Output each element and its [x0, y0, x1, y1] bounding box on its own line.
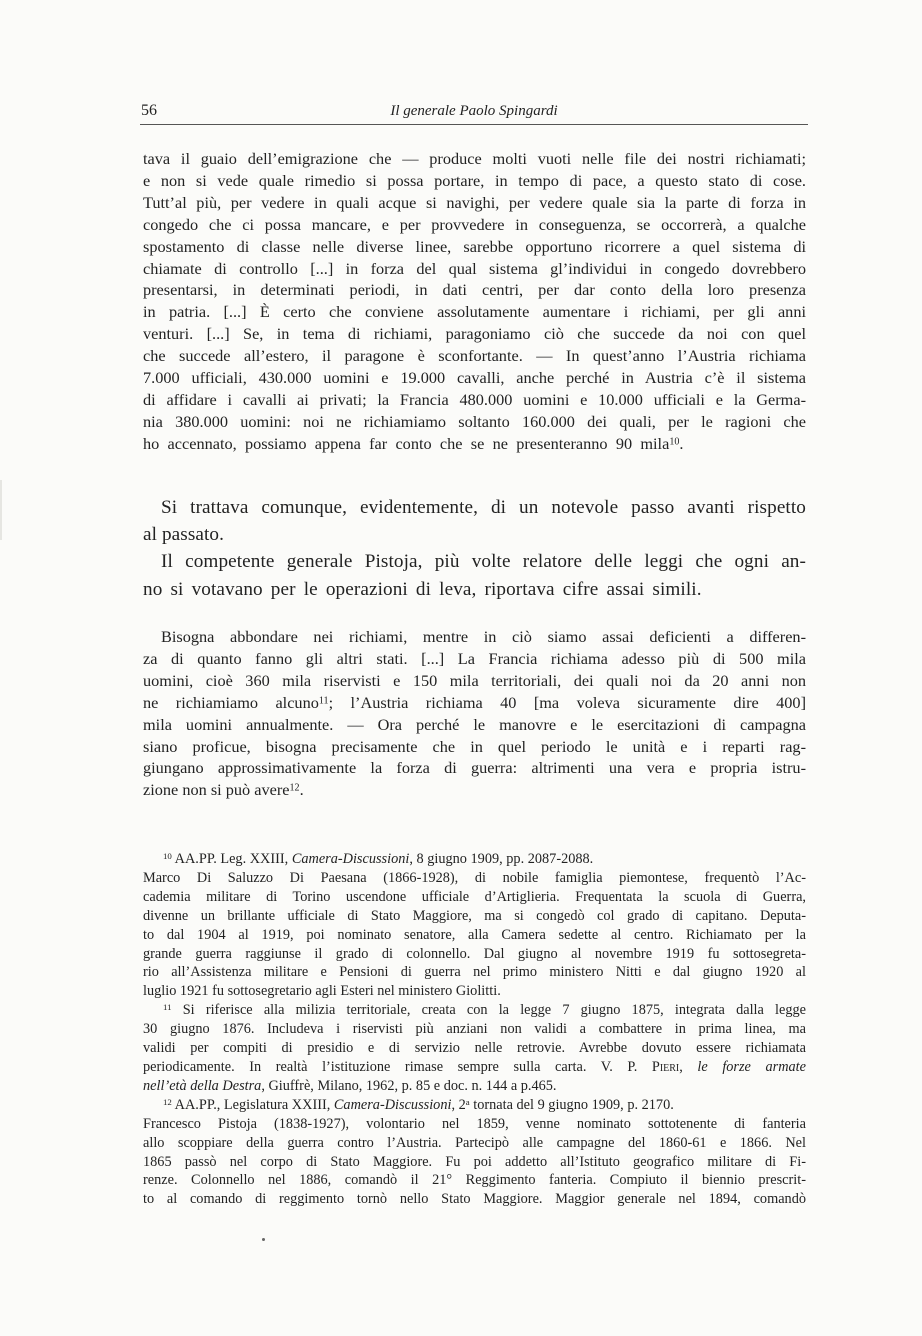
body-line: Si trattava comunque, evidentemente, di un notevole passo avanti rispetto — [161, 497, 806, 518]
quote-line: presentarsi, in determinati periodi, in dati centri, per dar conto della loro presenza — [143, 280, 806, 300]
ordinal-sup: a — [465, 1096, 470, 1107]
footnote-ref-10: 10 — [669, 436, 680, 448]
body-line: Il competente generale Pistoja, più volte relatore delle leggi che ogni an- — [161, 551, 806, 573]
quote-line — [143, 692, 806, 714]
footnote-italic: le forze armate — [697, 1058, 806, 1075]
footnote-10-head — [143, 850, 806, 869]
footnote-text: Si riferisce alla milizia territoriale, creata con la legge 7 giugno 1875, integrata dalla legge — [182, 1002, 806, 1019]
footnote-text: , 2 — [451, 1096, 466, 1113]
quote-line: che succede all’estero, il paragone è sconfortante. — In quest’anno l’Austria richiama — [143, 346, 806, 366]
body-line: no si votavano per le operazioni di leva, riportava cifre assai simili. — [143, 578, 702, 600]
footnote-line: to dal 1904 al 1919, poi nominato senatore, alla Camera sedette al centro. Richiamato per la — [143, 926, 806, 943]
degree-sign: ° — [446, 1172, 453, 1189]
quote-line: siano proficue, bisogna precisamente che in quel periodo le unità e i reparti rag- — [143, 736, 806, 756]
footnote-text: AA.PP. Leg. XXIII, — [174, 851, 292, 867]
footnote-number: 12 — [163, 1096, 172, 1107]
quote-block-1 — [143, 148, 806, 455]
footnote-11-head — [143, 1001, 806, 1020]
footnote-text: AA.PP., Legislatura XXIII, — [174, 1096, 334, 1113]
quote-line: spostamento di classe nelle diverse linee, sarebbe opportuno ricorrere a quel sistema di — [143, 236, 806, 256]
footnote-line: divenne un brillante ufficiale di Stato Maggiore, ma si congedò col grado di capitano. Deputa- — [143, 907, 806, 924]
footnote-12-head — [143, 1096, 806, 1115]
quote-line: chiamate di controllo [...] in forza del qual sistema gl’individui in congedo dovrebbero — [143, 258, 806, 278]
scan-margin-shadow — [0, 480, 2, 540]
footnote-text: Reggimento fanteria. Compiuto il biennio prescrit- — [452, 1172, 806, 1189]
quote-line: Bisogna abbondare nei richiami, mentre in ciò siamo assai deficienti a differen- — [161, 627, 806, 646]
quote-line: giungano approssimativamente la forza di guerra: altrimenti una vera e propria istru- — [143, 758, 806, 778]
footnote-italic: nell’età della Destra — [143, 1077, 262, 1094]
quote-last-line — [143, 779, 806, 801]
quote-line: venturi. [...] Se, in tema di richiami, paragoniamo ciò che succede da noi con quel — [143, 324, 806, 344]
footnote-text: tornata del 9 giugno 1909, p. 2170. — [469, 1096, 674, 1113]
footnote-line: rio all’Assistenza militare e Pensioni di guerra nel primo ministero Nitti e dal giugno 1920 al — [143, 964, 806, 981]
quote-text: ne richiamiamo alcuno — [143, 692, 319, 712]
quote-line: za di quanto fanno gli altri stati. [...] La Francia richiama adesso più di 500 mila — [143, 648, 806, 668]
quote-text: . — [679, 433, 684, 453]
quote-text: . — [299, 780, 304, 800]
footnote-line: Francesco Pistoja (1838-1927), volontario nel 1859, venne nominato sottotenente di fanteria — [143, 1115, 806, 1132]
scan-speck — [262, 1238, 265, 1241]
footnote-line: validi per compiti di presidio e di servizio nelle retrovie. Avrebbe dovuto essere richiamata — [143, 1040, 806, 1057]
quote-line: in patria. [...] È certo che conviene assolutamente aumentare i richiami, per gli anni — [143, 302, 806, 322]
footnote-number: 10 — [163, 851, 172, 862]
quote-line: Tutt’al più, per vedere in quali acque si navighi, per vedere quale sia la parte di forza in — [143, 192, 806, 212]
footnote-text: , Giuffrè, Milano, 1962, p. 85 e doc. n. 144 a p.465. — [261, 1077, 557, 1094]
page-number: 56 — [141, 102, 157, 119]
quote-line: congedo che ci possa mancare, e per provvedere in conseguenza, se occorrerà, a qualche — [143, 214, 806, 234]
body-line: al passato. — [143, 524, 225, 546]
running-title: Il generale Paolo Spingardi — [390, 103, 558, 119]
footnote-line — [143, 1171, 806, 1190]
footnote-text: periodicamente. In realtà l’istituzione rimase sempre sulla carta. V. P. — [143, 1058, 652, 1075]
quote-line: mila uomini annualmente. — Ora perché le manovre e le esercitazioni di campagna — [143, 714, 806, 734]
quote-line: di affidare i cavalli ai privati; la Francia 480.000 uomini e 10.000 ufficiali e la Germa- — [143, 389, 806, 409]
footnote-text: renze. Colonnello nel 1886, comandò il 21 — [143, 1172, 447, 1189]
footnote-ref-11: 11 — [318, 695, 329, 707]
footnote-number: 11 — [163, 1002, 172, 1013]
footnote-line: allo scoppiare della guerra contro l’Austria. Partecipò alle campagne del 1860-61 e 1866. Nel — [143, 1134, 806, 1151]
author-name: Pieri — [651, 1058, 680, 1075]
footnote-italic: Camera-Discussioni — [333, 1096, 452, 1113]
footnote-line — [143, 1058, 806, 1077]
footnote-ref-12: 12 — [289, 782, 300, 794]
quote-block-2 — [143, 626, 806, 801]
footnote-text: , 8 giugno 1909, pp. 2087-2088. — [409, 851, 594, 867]
quote-line: tava il guaio dell’emigrazione che — produce molti vuoti nelle file dei nostri richiamati; — [143, 149, 806, 168]
footnote-line — [143, 1077, 806, 1096]
quote-text: ; l’Austria richiama 40 [ma voleva sicuramente dire 400] — [328, 692, 806, 712]
footnote-line: Marco Di Saluzzo Di Paesana (1866-1928), di nobile famiglia piemontese, frequentò l’Ac- — [143, 869, 806, 886]
footnote-line: cademia militare di Torino uscendone ufficiale d’Artiglieria. Frequentata la scuola di Guerra, — [143, 888, 806, 905]
footnote-italic: Camera-Discussioni — [291, 851, 410, 867]
footnote-line: grande guerra raggiunse il grado di colonnello. Dal giugno al novembre 1919 fu sottosegreta- — [143, 945, 806, 962]
quote-text: ho accennato, possiamo appena far conto che se ne presenteranno 90 mila — [143, 433, 670, 453]
page-header — [140, 102, 808, 125]
footnote-line: luglio 1921 fu sottosegretario agli Esteri nel ministero Giolitti. — [143, 983, 501, 1000]
footnote-line: to al comando di reggimento tornò nello Stato Maggiore. Maggior generale nel 1894, comandò — [143, 1191, 806, 1208]
footnote-line: 30 giugno 1876. Includeva i riservisti più anziani non validi a combattere in prima linea, ma — [143, 1021, 806, 1038]
body-text — [143, 494, 806, 603]
quote-last-line — [143, 433, 806, 455]
quote-line: uomini, cioè 360 mila riservisti e 150 mila territoriali, dei quali noi da 20 anni non — [143, 670, 806, 690]
footnote-text: , — [679, 1058, 698, 1075]
footnotes — [143, 850, 806, 1209]
quote-line: e non si vede quale rimedio si possa portare, in tempo di pace, a questo stato di cose. — [143, 170, 806, 190]
quote-text: zione non si può avere — [143, 780, 290, 800]
footnote-line: 1865 passò nel corpo di Stato Maggiore. Fu poi addetto all’Istituto geografico militare di Fi- — [143, 1153, 806, 1170]
quote-line: 7.000 ufficiali, 430.000 uomini e 19.000 cavalli, anche perché in Austria c’è il sistema — [143, 368, 806, 388]
quote-line: nia 380.000 uomini: noi ne richiamiamo soltanto 160.000 dei quali, per le ragioni che — [143, 411, 806, 431]
